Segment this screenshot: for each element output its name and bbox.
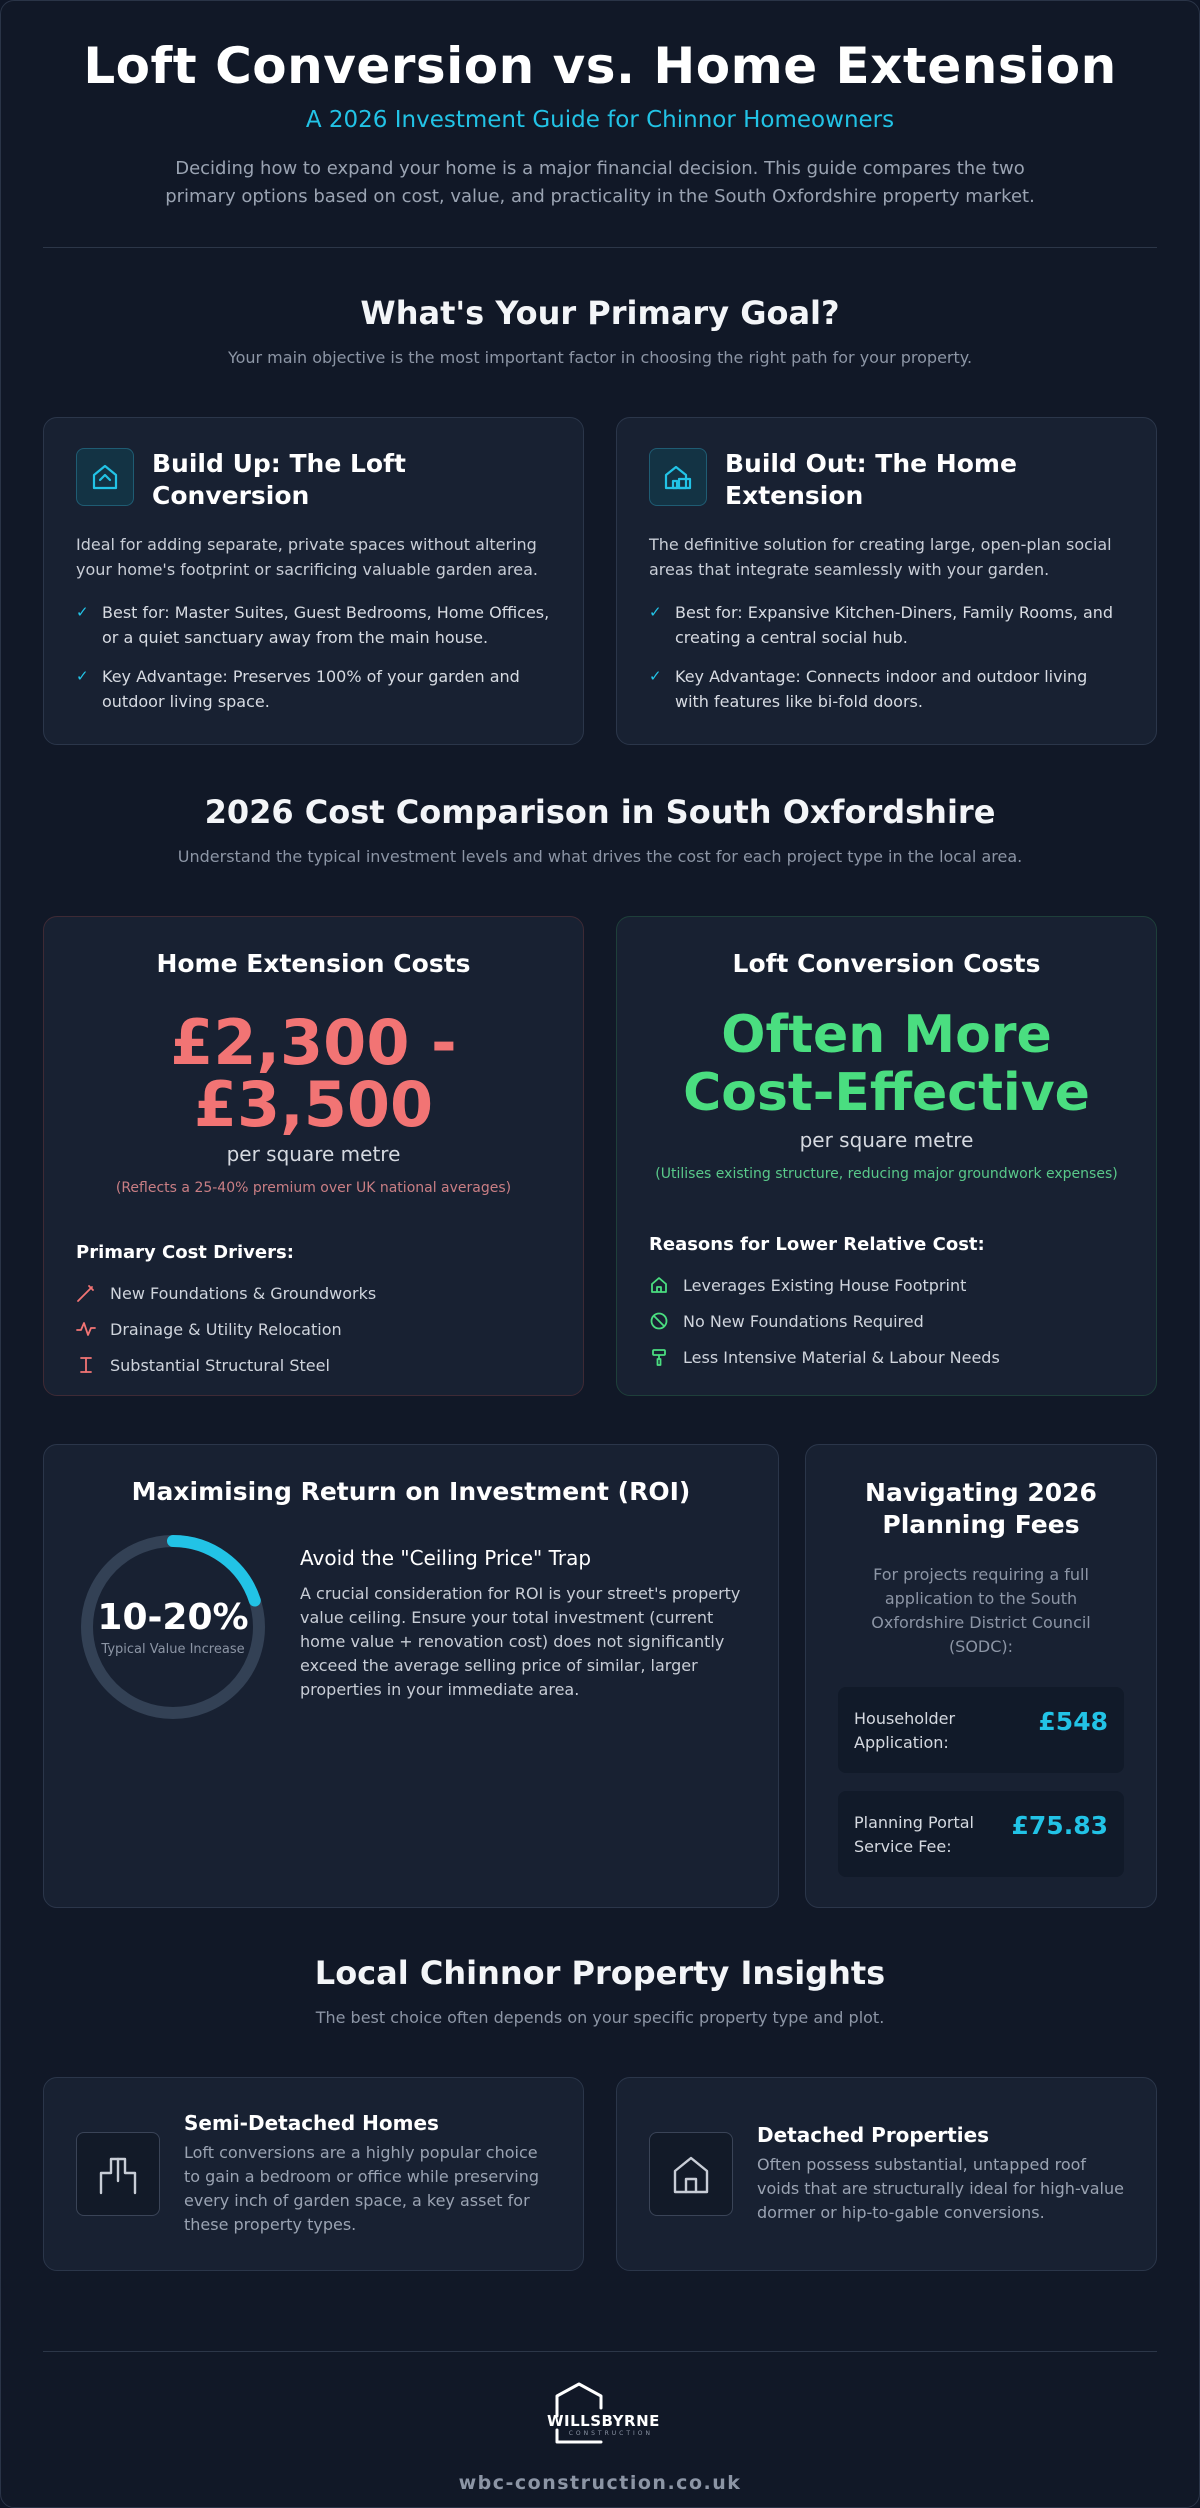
fee-value: £75.83 <box>1011 1811 1108 1840</box>
list-item: Less Intensive Material & Labour Needs <box>649 1339 1124 1375</box>
house-extension-icon <box>649 448 707 506</box>
logo-name: WILLSBYRNE <box>547 2412 660 2430</box>
list-item: Substantial Structural Steel <box>76 1347 551 1383</box>
price-unit: per square metre <box>799 1128 974 1152</box>
page-subtitle: A 2026 Investment Guide for Chinnor Homeowners <box>305 107 895 133</box>
insights-title: Local Chinnor Property Insights <box>314 1954 886 1992</box>
insight-description: Often possess substantial, untapped roof voids that are structurally ideal for high-value dormer or hip-to-gable conversions. <box>757 2155 1124 2222</box>
pulse-icon <box>76 1319 96 1339</box>
fee-row <box>838 1791 1124 1877</box>
list-item: Drainage & Utility Relocation <box>76 1311 551 1347</box>
logo <box>535 2382 665 2446</box>
list-item: ✓ Best for: Expansive Kitchen-Diners, Family Rooms, and creating a central social hub. <box>649 600 1124 650</box>
cost-section-description: Understand the typical investment levels and what drives the cost for each project type in the local area. <box>177 847 1023 866</box>
extension-price: £2,300 - £3,500 <box>170 1006 457 1141</box>
goal-card-loft <box>43 417 584 745</box>
divider <box>43 247 1157 248</box>
insight-description: Loft conversions are a highly popular choice to gain a bedroom or office while preserving every inch of garden space, a key asset for these property types. <box>184 2143 539 2234</box>
drivers-title: Reasons for Lower Relative Cost: <box>649 1234 985 1255</box>
check-icon: ✓ <box>76 603 89 621</box>
roi-heading: Avoid the "Ceiling Price" Trap <box>300 1546 592 1570</box>
insights-description: The best choice often depends on your specific property type and plot. <box>315 2008 885 2027</box>
house-up-icon <box>76 448 134 506</box>
cost-section-title: 2026 Cost Comparison in South Oxfordshire <box>204 793 996 831</box>
goal-section-description: Your main objective is the most important factor in choosing the right path for your property. <box>227 348 973 367</box>
loft-price: Often More Cost-Effective <box>683 1005 1090 1123</box>
goal-section <box>43 294 1157 745</box>
price-note: (Reflects a 25-40% premium over UK national averages) <box>115 1180 512 1196</box>
goal-card-description: The definitive solution for creating large, open-plan social areas that integrate seamlessly with your garden. <box>649 535 1112 579</box>
roi-title: Maximising Return on Investment (ROI) <box>131 1477 691 1506</box>
detached-house-icon <box>649 2132 733 2216</box>
insight-title: Detached Properties <box>757 2123 990 2147</box>
header <box>43 1 1157 211</box>
fee-value: £548 <box>1038 1707 1108 1736</box>
logo-tagline: CONSTRUCTION <box>568 2430 653 2437</box>
fee-label: Planning Portal Service Fee: <box>854 1813 974 1856</box>
footer-website-link[interactable]: wbc-construction.co.uk <box>458 2472 742 2494</box>
loft-cost-card <box>616 916 1157 1396</box>
roi-gauge <box>78 1532 268 1722</box>
price-unit: per square metre <box>226 1142 401 1166</box>
list-item: ✓ Key Advantage: Preserves 100% of your garden and outdoor living space. <box>76 664 551 714</box>
insights-section <box>43 1954 1157 2271</box>
divider <box>43 2351 1157 2352</box>
check-icon: ✓ <box>76 667 89 685</box>
insight-title: Semi-Detached Homes <box>184 2111 439 2135</box>
goal-card-title: Build Up: The Loft Conversion <box>152 449 406 510</box>
list-item: Leverages Existing House Footprint <box>649 1267 1124 1303</box>
roi-description: A crucial consideration for ROI is your street's property value ceiling. Ensure your total investment (current home value + renovation cost) does not significantly exceed the average selling price of similar, larger properties in your immediate area. <box>300 1584 741 1699</box>
list-item: ✓ Key Advantage: Connects indoor and outdoor living with features like bi-fold doors. <box>649 664 1124 714</box>
cost-card-title: Home Extension Costs <box>156 949 471 978</box>
list-item: No New Foundations Required <box>649 1303 1124 1339</box>
semi-detached-icon <box>76 2132 160 2216</box>
drivers-title: Primary Cost Drivers: <box>76 1242 294 1263</box>
fees-description: For projects requiring a full application to the South Oxfordshire District Council (SODC): <box>871 1565 1091 1656</box>
no-entry-icon <box>649 1311 669 1331</box>
page-title: Loft Conversion vs. Home Extension <box>83 37 1117 95</box>
roi-fees-row <box>43 1444 1157 1908</box>
list-item: ✓ Best for: Master Suites, Guest Bedrooms, Home Offices, or a quiet sanctuary away from the main house. <box>76 600 551 650</box>
insight-card-detached <box>616 2077 1157 2271</box>
extension-cost-card <box>43 916 584 1396</box>
goal-card-title: Build Out: The Home Extension <box>725 449 1017 510</box>
gauge-value: 10-20% <box>97 1597 249 1638</box>
paint-roller-icon <box>649 1347 669 1367</box>
cost-card-title: Loft Conversion Costs <box>732 949 1041 978</box>
check-icon: ✓ <box>649 603 662 621</box>
groundworks-icon <box>76 1283 96 1303</box>
check-icon: ✓ <box>649 667 662 685</box>
goal-card-extension <box>616 417 1157 745</box>
fee-label: Householder Application: <box>854 1709 956 1752</box>
fee-row <box>838 1687 1124 1773</box>
insight-card-semi-detached <box>43 2077 584 2271</box>
goal-section-title: What's Your Primary Goal? <box>360 294 840 332</box>
cost-section <box>43 793 1157 1396</box>
steel-beam-icon <box>76 1355 96 1375</box>
house-icon <box>649 1275 669 1295</box>
roi-card <box>43 1444 779 1908</box>
list-item: New Foundations & Groundworks <box>76 1275 551 1311</box>
page-intro: Deciding how to expand your home is a major financial decision. This guide compares the two primary options based on cost, value, and practicality in the South Oxfordshire property market. <box>165 158 1035 207</box>
goal-card-description: Ideal for adding separate, private spaces without altering your home's footprint or sacrificing valuable garden area. <box>76 535 538 579</box>
price-note: (Utilises existing structure, reducing major groundwork expenses) <box>655 1166 1118 1182</box>
gauge-label: Typical Value Increase <box>101 1642 245 1657</box>
fees-title: Navigating 2026 Planning Fees <box>865 1478 1097 1539</box>
footer <box>43 2382 1157 2494</box>
fees-card <box>805 1444 1157 1908</box>
